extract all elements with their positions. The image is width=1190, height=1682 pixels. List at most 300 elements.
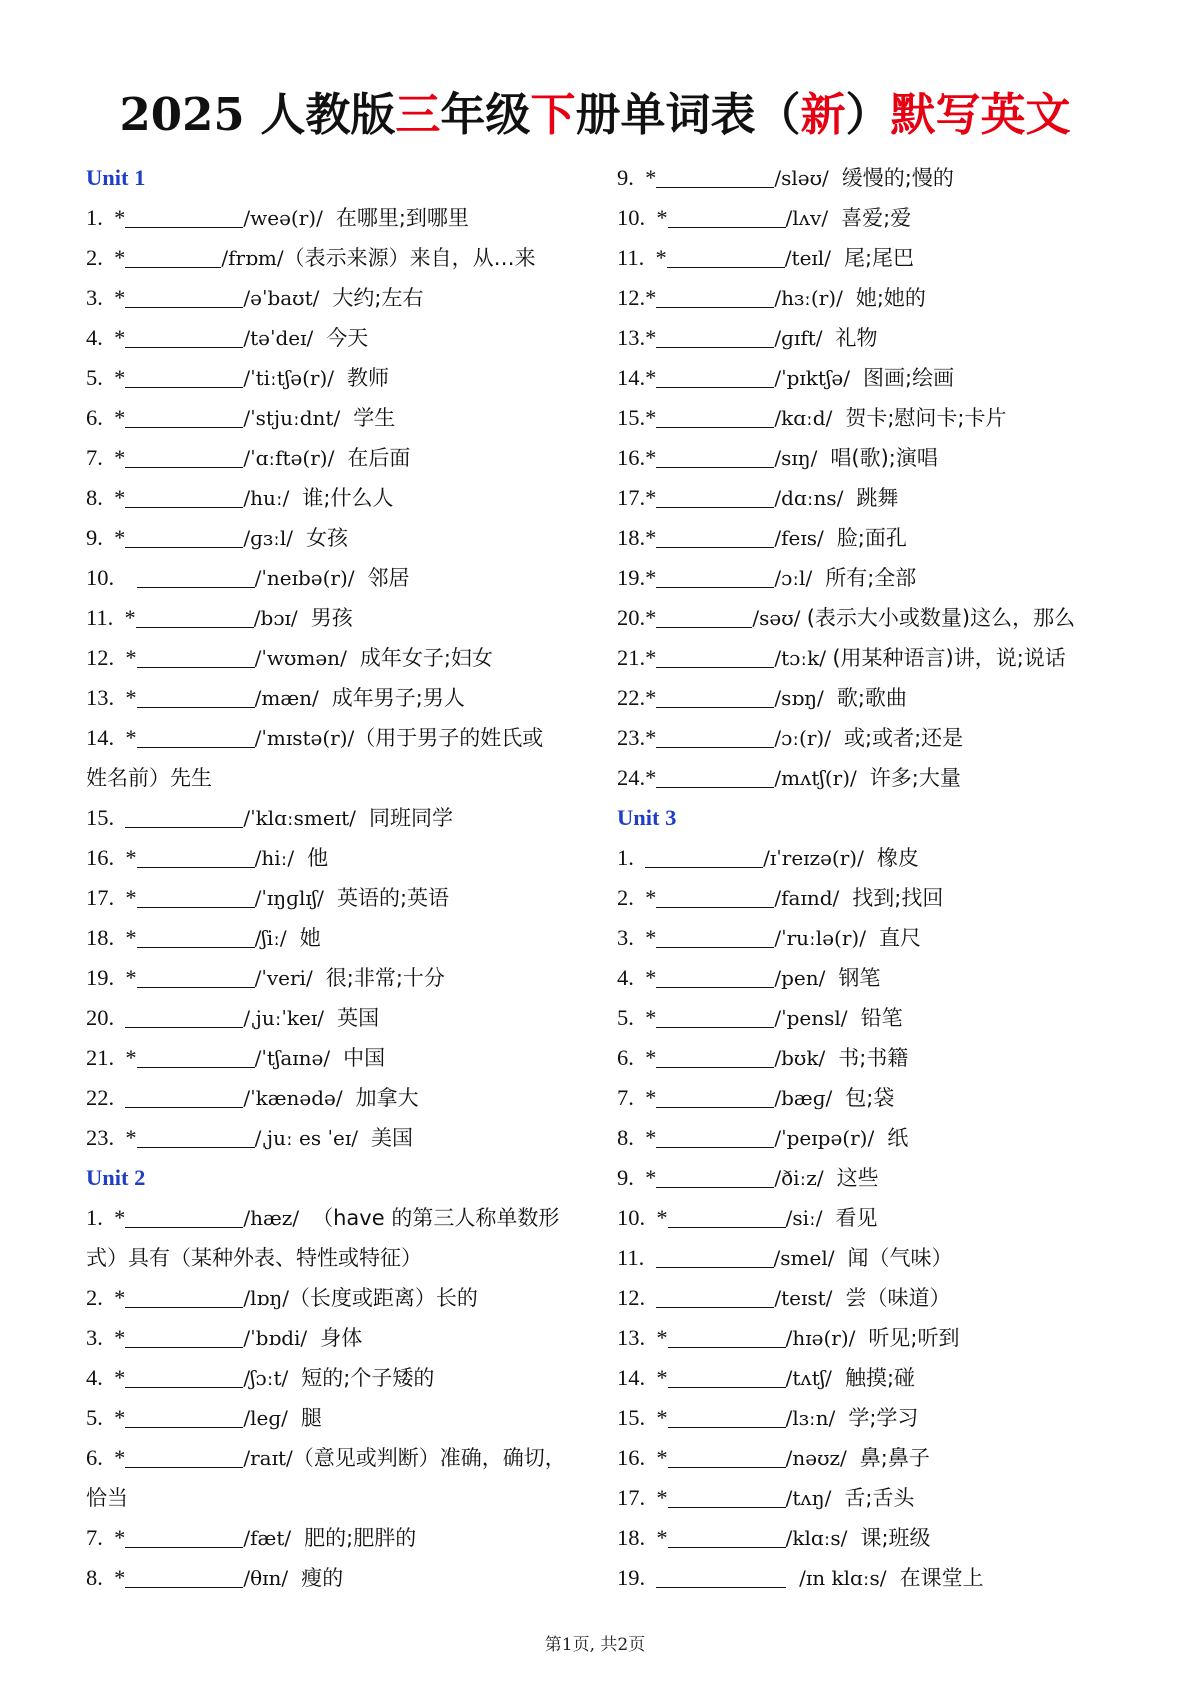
answer-blank[interactable]: [668, 1365, 786, 1388]
meaning-text: 短的;个子矮的: [294, 1366, 435, 1390]
word-entry: [86, 998, 586, 1038]
word-entry: [617, 1158, 1157, 1198]
answer-blank[interactable]: [125, 205, 243, 228]
entry-number: 16.*: [617, 445, 657, 470]
answer-blank[interactable]: [656, 1125, 774, 1148]
phonetic-text: /ˈɪŋɡlɪʃ/: [254, 886, 331, 910]
meaning-text: 式）具有（某种外表、特性或特征）: [86, 1246, 422, 1270]
title-part: 册单词表（: [575, 88, 801, 141]
answer-blank[interactable]: [137, 1045, 255, 1068]
phonetic-text: /ˈkænədə/: [243, 1086, 349, 1110]
entry-number: 22.: [86, 1085, 126, 1110]
phonetic-text: /ˈpensl/: [774, 1006, 854, 1030]
entry-number: 23. *: [86, 1125, 137, 1150]
word-entry: [617, 398, 1157, 438]
answer-blank[interactable]: [137, 725, 255, 748]
answer-blank[interactable]: [656, 285, 774, 308]
phonetic-text: /ɡɪft/: [774, 326, 829, 350]
answer-blank[interactable]: [125, 1445, 243, 1468]
phonetic-text: /siː/: [785, 1206, 829, 1230]
answer-blank[interactable]: [137, 1125, 255, 1148]
phonetic-text: /ˈpeɪpə(r)/: [774, 1126, 881, 1150]
meaning-text: 包;袋: [838, 1086, 895, 1110]
word-entry-continuation: [86, 1478, 586, 1518]
word-entry: [86, 598, 586, 638]
answer-blank[interactable]: [125, 1405, 243, 1428]
entry-number: 15.*: [617, 405, 657, 430]
meaning-text: 她: [293, 926, 321, 950]
entry-number: 14. *: [617, 1365, 668, 1390]
answer-blank[interactable]: [656, 645, 774, 668]
answer-blank[interactable]: [656, 1565, 786, 1588]
meaning-text: （用于男子的姓氏或: [354, 726, 544, 750]
word-entry: [617, 998, 1157, 1038]
answer-blank[interactable]: [137, 965, 255, 988]
word-entry: [86, 318, 586, 358]
entry-number: 11. *: [617, 245, 667, 270]
meaning-text: 歌;歌曲: [830, 686, 907, 710]
entry-number: 12. *: [86, 645, 137, 670]
answer-blank[interactable]: [656, 1245, 774, 1268]
phonetic-text: /θɪn/: [243, 1566, 295, 1590]
phonetic-text: /əˈbaʊt/: [243, 286, 326, 310]
meaning-text: 中国: [336, 1046, 386, 1070]
phonetic-text: /fæt/: [243, 1526, 298, 1550]
answer-blank[interactable]: [656, 885, 774, 908]
phonetic-text: /weə(r)/: [243, 206, 330, 230]
entry-number: 17. *: [86, 885, 137, 910]
answer-blank[interactable]: [137, 565, 255, 588]
answer-blank[interactable]: [656, 565, 774, 588]
word-entry: [86, 838, 586, 878]
meaning-text: 课;班级: [853, 1526, 931, 1550]
answer-blank[interactable]: [656, 1005, 774, 1028]
meaning-text: 许多;大量: [863, 766, 961, 790]
phonetic-text: /klɑːs/: [785, 1526, 854, 1550]
phonetic-text: /raɪt/: [243, 1446, 293, 1470]
entry-number: 19.*: [617, 565, 657, 590]
phonetic-text: /sɪŋ/: [774, 446, 824, 470]
meaning-text: 英语的;英语: [330, 886, 450, 910]
answer-blank[interactable]: [125, 1005, 243, 1028]
meaning-text: 铅笔: [853, 1006, 903, 1030]
word-entry: [86, 478, 586, 518]
word-entry: [86, 398, 586, 438]
answer-blank[interactable]: [668, 1205, 786, 1228]
phonetic-text: /kɑːd/: [774, 406, 839, 430]
answer-blank[interactable]: [645, 845, 763, 868]
meaning-text: 身体: [313, 1326, 363, 1350]
word-entry: [617, 198, 1157, 238]
answer-blank[interactable]: [656, 1085, 774, 1108]
phonetic-text: /ɪˈreɪzə(r)/: [763, 846, 871, 870]
phonetic-text: /təˈdeɪ/: [243, 326, 320, 350]
entry-number: 11.: [617, 1245, 656, 1270]
entry-number: 19.: [617, 1565, 657, 1590]
entry-number: 13. *: [617, 1325, 668, 1350]
phonetic-text: /ˈbɒdi/: [243, 1326, 314, 1350]
phonetic-text: /ˈklɑːsmeɪt/: [243, 806, 363, 830]
answer-blank[interactable]: [125, 285, 243, 308]
phonetic-text: /sɒŋ/: [774, 686, 831, 710]
entry-number: 18.*: [617, 525, 657, 550]
word-entry: [86, 1198, 586, 1238]
answer-blank[interactable]: [137, 885, 255, 908]
meaning-text: 跳舞: [849, 486, 899, 510]
entry-number: 5. *: [86, 365, 126, 390]
meaning-text: 书;书籍: [831, 1046, 909, 1070]
word-entry: [617, 878, 1157, 918]
meaning-text: 闻（气味）: [840, 1246, 953, 1270]
entry-number: 17. *: [617, 1485, 668, 1510]
phonetic-text: /ˈtiːtʃə(r)/: [243, 366, 341, 390]
answer-blank[interactable]: [656, 1285, 774, 1308]
entry-number: 18. *: [617, 1525, 668, 1550]
word-entry: [617, 1478, 1157, 1518]
answer-blank[interactable]: [656, 965, 774, 988]
unit-heading: Unit 3: [617, 805, 677, 830]
meaning-text: 找到;找回: [845, 886, 944, 910]
answer-blank[interactable]: [125, 1565, 243, 1588]
word-entry: [86, 518, 586, 558]
entry-number: 7. *: [86, 1525, 126, 1550]
phonetic-text: /ˌjuːˈkeɪ/: [243, 1006, 331, 1030]
answer-blank[interactable]: [137, 685, 255, 708]
phonetic-text: /ˈruːlə(r)/: [774, 926, 873, 950]
entry-number: 13. *: [86, 685, 137, 710]
meaning-text: 她;她的: [849, 286, 926, 310]
entry-number: 8. *: [86, 1565, 126, 1590]
entry-number: 20.*: [617, 605, 657, 630]
entry-number: 6. *: [86, 1445, 126, 1470]
answer-blank[interactable]: [668, 205, 786, 228]
word-entry: [86, 1398, 586, 1438]
word-entry: [617, 1238, 1157, 1278]
answer-blank[interactable]: [668, 1405, 786, 1428]
answer-blank[interactable]: [656, 405, 774, 428]
meaning-text: 舌;舌头: [837, 1486, 915, 1510]
word-entry: [617, 238, 1157, 278]
meaning-text: (表示大小或数量)这么，那么: [806, 606, 1076, 630]
meaning-text: 同班同学: [362, 806, 453, 830]
phonetic-text: /tʌtʃ/: [785, 1366, 839, 1390]
answer-blank[interactable]: [656, 1165, 774, 1188]
meaning-text: 看见: [828, 1206, 878, 1230]
entry-number: 1. *: [86, 205, 126, 230]
meaning-text: 男孩: [304, 606, 353, 630]
answer-blank[interactable]: [656, 165, 774, 188]
meaning-text: 脸;面孔: [830, 526, 907, 550]
word-entry: [617, 158, 1157, 198]
meaning-text: 这些: [829, 1166, 879, 1190]
answer-blank[interactable]: [137, 845, 255, 868]
entry-number: 19. *: [86, 965, 137, 990]
entry-number: 6. *: [86, 405, 126, 430]
answer-blank[interactable]: [125, 1285, 243, 1308]
phonetic-text: /hiː/: [254, 846, 301, 870]
meaning-text: 大约;左右: [325, 286, 424, 310]
unit-heading: Unit 1: [86, 165, 146, 190]
phonetic-text: /lɒŋ/: [243, 1286, 289, 1310]
phonetic-text: /teɪst/: [774, 1286, 839, 1310]
word-entry-continuation: [86, 758, 586, 798]
meaning-text: 在哪里;到哪里: [329, 206, 469, 230]
word-entry: [86, 1278, 586, 1318]
answer-blank[interactable]: [125, 1085, 243, 1108]
word-entry: [617, 278, 1157, 318]
word-entry: [86, 1078, 586, 1118]
phonetic-text: /hæz/: [243, 1206, 306, 1230]
page-title: [0, 84, 1190, 146]
phonetic-text: /ðiːz/: [774, 1166, 830, 1190]
entry-number: 21.*: [617, 645, 657, 670]
answer-blank[interactable]: [137, 645, 255, 668]
phonetic-text: /pen/: [774, 966, 832, 990]
answer-blank[interactable]: [125, 805, 243, 828]
answer-blank[interactable]: [125, 525, 243, 548]
entry-number: 12.*: [617, 285, 657, 310]
word-entry: [86, 958, 586, 998]
entry-number: 3. *: [617, 925, 657, 950]
entry-number: 5. *: [617, 1005, 657, 1030]
phonetic-text: /ɪn klɑːs/: [786, 1566, 893, 1590]
phonetic-text: /ˈmɪstə(r)/: [254, 726, 355, 750]
entry-number: 10.: [86, 565, 137, 590]
phonetic-text: /ˌjuː es ˈeɪ/: [254, 1126, 365, 1150]
entry-number: 17.*: [617, 485, 657, 510]
entry-number: 7. *: [86, 445, 126, 470]
word-entry: [617, 1398, 1157, 1438]
entry-number: 15.: [86, 805, 126, 830]
phonetic-text: /faɪnd/: [774, 886, 846, 910]
phonetic-text: /smel/: [773, 1246, 841, 1270]
meaning-text: 尝（味道）: [838, 1286, 951, 1310]
answer-blank[interactable]: [656, 725, 774, 748]
entry-number: 5. *: [86, 1405, 126, 1430]
answer-blank[interactable]: [125, 485, 243, 508]
phonetic-text: /səʊ/: [752, 606, 807, 630]
meaning-text: 教师: [340, 366, 390, 390]
entry-number: 12.: [617, 1285, 657, 1310]
word-entry: [617, 838, 1157, 878]
title-highlight-new: 新: [800, 88, 846, 141]
entry-number: 8. *: [617, 1125, 657, 1150]
entry-number: 21. *: [86, 1045, 137, 1070]
phonetic-text: /sləʊ/: [774, 166, 836, 190]
word-entry: [617, 478, 1157, 518]
meaning-text: 橡皮: [870, 846, 919, 870]
unit-heading: Unit 2: [86, 1165, 146, 1190]
entry-number: 13.*: [617, 325, 657, 350]
phonetic-text: /bʊk/: [774, 1046, 832, 1070]
meaning-text: 很;非常;十分: [319, 966, 445, 990]
meaning-text: 在课堂上: [892, 1566, 984, 1590]
phonetic-text: /leɡ/: [243, 1406, 295, 1430]
answer-blank[interactable]: [656, 325, 774, 348]
phonetic-text: /ʃɔːt/: [243, 1366, 295, 1390]
entry-number: 1. *: [86, 1205, 126, 1230]
phonetic-text: /ʃiː/: [254, 926, 294, 950]
phonetic-text: /huː/: [243, 486, 296, 510]
answer-blank[interactable]: [668, 1445, 786, 1468]
answer-blank[interactable]: [125, 365, 243, 388]
answer-blank[interactable]: [137, 925, 255, 948]
entry-number: 24.*: [617, 765, 657, 790]
word-entry: [617, 1118, 1157, 1158]
entry-number: 23.*: [617, 725, 657, 750]
answer-blank[interactable]: [136, 605, 254, 628]
phonetic-text: /ɔː(r)/: [774, 726, 838, 750]
meaning-text: （表示来源）来自，从…来: [283, 246, 536, 270]
entry-number: 20.: [86, 1005, 126, 1030]
answer-blank[interactable]: [656, 365, 774, 388]
word-entry: [86, 918, 586, 958]
entry-number: 3. *: [86, 285, 126, 310]
entry-number: 15. *: [617, 1405, 668, 1430]
word-entry: [617, 358, 1157, 398]
meaning-text: 触摸;碰: [838, 1366, 916, 1390]
phonetic-text: /feɪs/: [774, 526, 831, 550]
answer-blank[interactable]: [125, 1525, 243, 1548]
answer-blank[interactable]: [668, 1325, 786, 1348]
meaning-text: 邻居: [360, 566, 410, 590]
word-entry: [86, 278, 586, 318]
phonetic-text: /tɔːk/: [774, 646, 833, 670]
answer-blank[interactable]: [656, 925, 774, 948]
meaning-text: 今天: [319, 326, 369, 350]
answer-blank[interactable]: [656, 1045, 774, 1068]
phonetic-text: /ˈpɪktʃə/: [774, 366, 857, 390]
phonetic-text: /ˈneɪbə(r)/: [254, 566, 361, 590]
entry-number: 6. *: [617, 1045, 657, 1070]
word-entry: [617, 678, 1157, 718]
answer-blank[interactable]: [656, 445, 774, 468]
word-entry: [86, 238, 586, 278]
answer-blank[interactable]: [125, 1205, 243, 1228]
word-entry: [617, 718, 1157, 758]
meaning-text: 肥的;肥胖的: [297, 1526, 417, 1550]
word-entry: [617, 318, 1157, 358]
phonetic-text: /mʌtʃ(r)/: [774, 766, 864, 790]
word-entry: [617, 438, 1157, 478]
meaning-text: 谁;什么人: [295, 486, 394, 510]
word-entry: [86, 638, 586, 678]
answer-blank[interactable]: [125, 445, 243, 468]
answer-blank[interactable]: [125, 1365, 243, 1388]
word-entry: [617, 958, 1157, 998]
phonetic-text: /ˈveri/: [254, 966, 320, 990]
word-entry: [86, 438, 586, 478]
entry-number: 3. *: [86, 1325, 126, 1350]
phonetic-text: /teɪl/: [784, 246, 838, 270]
word-entry: [617, 1198, 1157, 1238]
meaning-text: 姓名前）先生: [86, 766, 212, 790]
title-highlight-term: 下: [530, 88, 576, 141]
meaning-text: 英国: [330, 1006, 380, 1030]
phonetic-text: /ˈstjuːdnt/: [243, 406, 347, 430]
meaning-text: （长度或距离）长的: [288, 1286, 478, 1310]
word-entry: [86, 1038, 586, 1078]
answer-blank[interactable]: [656, 685, 774, 708]
phonetic-text: /lʌv/: [785, 206, 835, 230]
answer-blank[interactable]: [668, 1485, 786, 1508]
meaning-text: 礼物: [828, 326, 878, 350]
word-entry: [86, 1438, 586, 1478]
entry-number: 2. *: [86, 1285, 126, 1310]
word-entry: [86, 358, 586, 398]
answer-blank[interactable]: [125, 245, 221, 268]
entry-number: 10. *: [617, 205, 668, 230]
phonetic-text: /hɪə(r)/: [785, 1326, 862, 1350]
title-part: ）: [845, 88, 891, 141]
entry-number: 4. *: [617, 965, 657, 990]
word-entry: [86, 1358, 586, 1398]
entry-number: 2. *: [86, 245, 126, 270]
answer-blank[interactable]: [656, 605, 752, 628]
meaning-text: 他: [300, 846, 329, 870]
entry-number: 10. *: [617, 1205, 668, 1230]
phonetic-text: /ˈɑːftə(r)/: [243, 446, 341, 470]
phonetic-text: /bɔɪ/: [253, 606, 305, 630]
meaning-text: 恰当: [86, 1486, 128, 1510]
meaning-text: 直尺: [872, 926, 921, 950]
phonetic-text: /ɡɜːl/: [243, 526, 300, 550]
word-entry: [86, 1558, 586, 1598]
meaning-text: （意见或判断）准确，确切，: [292, 1446, 566, 1470]
word-entry: [617, 758, 1157, 798]
word-entry: [617, 1278, 1157, 1318]
answer-blank[interactable]: [656, 525, 774, 548]
answer-blank[interactable]: [125, 1325, 243, 1348]
answer-blank[interactable]: [656, 485, 774, 508]
word-entry: [86, 1518, 586, 1558]
meaning-text: 钢笔: [831, 966, 881, 990]
word-entry: [617, 598, 1157, 638]
answer-blank[interactable]: [125, 325, 243, 348]
entry-number: 22.*: [617, 685, 657, 710]
answer-blank[interactable]: [656, 765, 774, 788]
meaning-text: 在后面: [340, 446, 411, 470]
phonetic-text: /tʌŋ/: [785, 1486, 838, 1510]
word-entry: [617, 1518, 1157, 1558]
entry-number: 2. *: [617, 885, 657, 910]
entry-number: 18. *: [86, 925, 137, 950]
entry-number: 1.: [617, 845, 646, 870]
word-entry: [86, 678, 586, 718]
word-entry: [617, 1358, 1157, 1398]
entry-number: 9. *: [617, 165, 657, 190]
entry-number: 16. *: [617, 1445, 668, 1470]
meaning-text: 腿: [294, 1406, 322, 1430]
answer-blank[interactable]: [667, 245, 785, 268]
word-entry: [617, 1558, 1157, 1598]
answer-blank[interactable]: [668, 1525, 786, 1548]
word-entry: [617, 1078, 1157, 1118]
meaning-text: 听见;听到: [861, 1326, 960, 1350]
phonetic-text: /mæn/: [254, 686, 326, 710]
left-column: [86, 158, 586, 1598]
phonetic-text: /frɒm/: [221, 246, 284, 270]
entry-number: 11. *: [86, 605, 136, 630]
answer-blank[interactable]: [125, 405, 243, 428]
meaning-text: 成年男子;男人: [325, 686, 465, 710]
entry-number: 14.*: [617, 365, 657, 390]
word-entry: [86, 718, 586, 758]
phonetic-text: /lɜːn/: [785, 1406, 842, 1430]
meaning-text: 所有;全部: [818, 566, 917, 590]
meaning-text: 缓慢的;慢的: [835, 166, 954, 190]
meaning-text: 美国: [364, 1126, 414, 1150]
